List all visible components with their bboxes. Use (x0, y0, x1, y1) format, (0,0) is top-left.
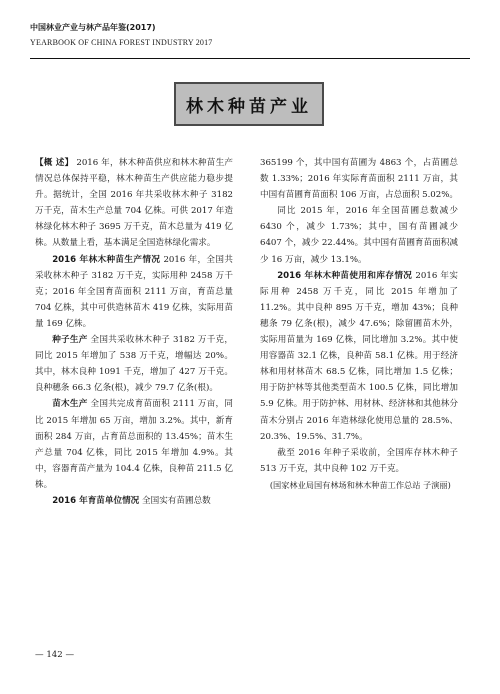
left-column (35, 155, 233, 509)
paragraph-usage (260, 268, 458, 445)
overview-heading: 【概 述】 (35, 158, 74, 168)
right-column (260, 155, 458, 493)
seed-body: 全国共采收林木种子 3182 万千克，同比 2015 年增加了 538 万千克，增幅达 20%。其中，林木良种 1091 千克，增加了 427 万千克。良种穗条 66.3 亿条(根)，减少 79.7 亿条(根)。 (35, 335, 233, 394)
section-title-inner (176, 84, 322, 124)
section-title: 林木种苗产业 (186, 96, 312, 117)
usage-body: 2016 年实际用种 2458 万千克，同比 2015 年增加了 11.2%。其中良种 895 万千克，增加 43%；良种穗条 79 亿条(根)，减少 47.6%；除留圃苗木外，实际用苗量为 169 亿株，同比增加 3.2%。其中使用容器苗 32.1 亿株，良种苗 58.1 亿株。用于经济林和用材林苗木 68.5 亿株，同比增加 1.5 亿株；用于防护林等其他类型苗木 100.5 亿株，同比增加 5.9 亿株。用于防护林、用材林、经济林和其他林分苗木分别占 2016 年造林绿化使用总量的 28.5%、20.3%、19.5%、31.7%。 (260, 270, 458, 442)
seedling-heading: 苗木生产 (52, 399, 88, 410)
production-heading: 2016 年林木种苗生产情况 (52, 254, 161, 265)
header-rule (30, 58, 470, 59)
paragraph-overview (35, 155, 233, 252)
paragraph-seed (35, 332, 233, 396)
production-body: 2016 年，全国共采收林木种子 3182 万千克，实际用种 2458 万千克；2016 年全国育苗面积 2111 万亩，育苗总量 704 亿株，其中可供造林苗木 419 亿株，实际用苗量 169 亿株。 (35, 254, 233, 329)
paragraph-production (35, 252, 233, 332)
header-title-cn: 中国林业产业与林产品年鉴(2017) (30, 23, 156, 32)
usage-heading: 2016 年林木种苗使用和库存情况 (277, 270, 413, 281)
paragraph-nursery-compare: 同比 2015 年，2016 年全国苗圃总数减少 6430 个，减少 1.73%；其中，国有苗圃减少 6407 个，减少 22.44%。其中国有苗圃育苗面积减少 16 万亩，减少 13.1%。 (260, 206, 458, 265)
paragraph-nursery (35, 493, 233, 509)
overview-body: 2016 年，林木种苗供应和林木种苗生产情况总体保持平稳，林木种苗生产供应能力稳步提升。据统计，全国 2016 年共采收林木种子 3182 万千克，苗木生产总量 704 亿株。可供 2017 年造林绿化林木种子 3695 万千克，苗木总量为 419 亿株。从数量上看，基本满足全国造林绿化需求。 (35, 158, 234, 249)
page-number: — 142 — (35, 650, 75, 660)
running-header (30, 22, 470, 48)
nursery-heading: 2016 年育苗单位情况 (52, 495, 140, 506)
nursery-body: 全国实有苗圃总数 (142, 495, 211, 506)
seedling-body: 全国共完成育苗面积 2111 万亩，同比 2015 年增加 65 万亩，增加 3.2%。其中，新育面积 284 万亩，占育苗总面积的 13.45%；苗木生产总量 704 亿株，同比 2015 年增加 4.9%。其中，容器育苗产量为 104.4 亿株，良种苗 211.5 亿株。 (35, 399, 233, 490)
header-title-en: YEARBOOK OF CHINA FOREST INDUSTRY 2017 (30, 38, 213, 47)
paragraph-seedling (35, 396, 233, 493)
source-attribution: (国家林业局国有林场和林木种苗工作总站 子演丽) (269, 479, 451, 490)
section-title-box (174, 82, 324, 126)
paragraph-nursery-cont: 365199 个，其中国有苗圃为 4863 个，占苗圃总数 1.33%；2016 年实际育苗面积 2111 万亩，其中国有苗圃育苗面积 106 万亩，占总面积 5.02%。 (260, 158, 458, 201)
paragraph-inventory: 截至 2016 年种子采收前，全国库存林木种子 513 万千克，其中良种 102 万千克。 (260, 447, 458, 474)
seed-heading: 种子生产 (52, 335, 88, 346)
